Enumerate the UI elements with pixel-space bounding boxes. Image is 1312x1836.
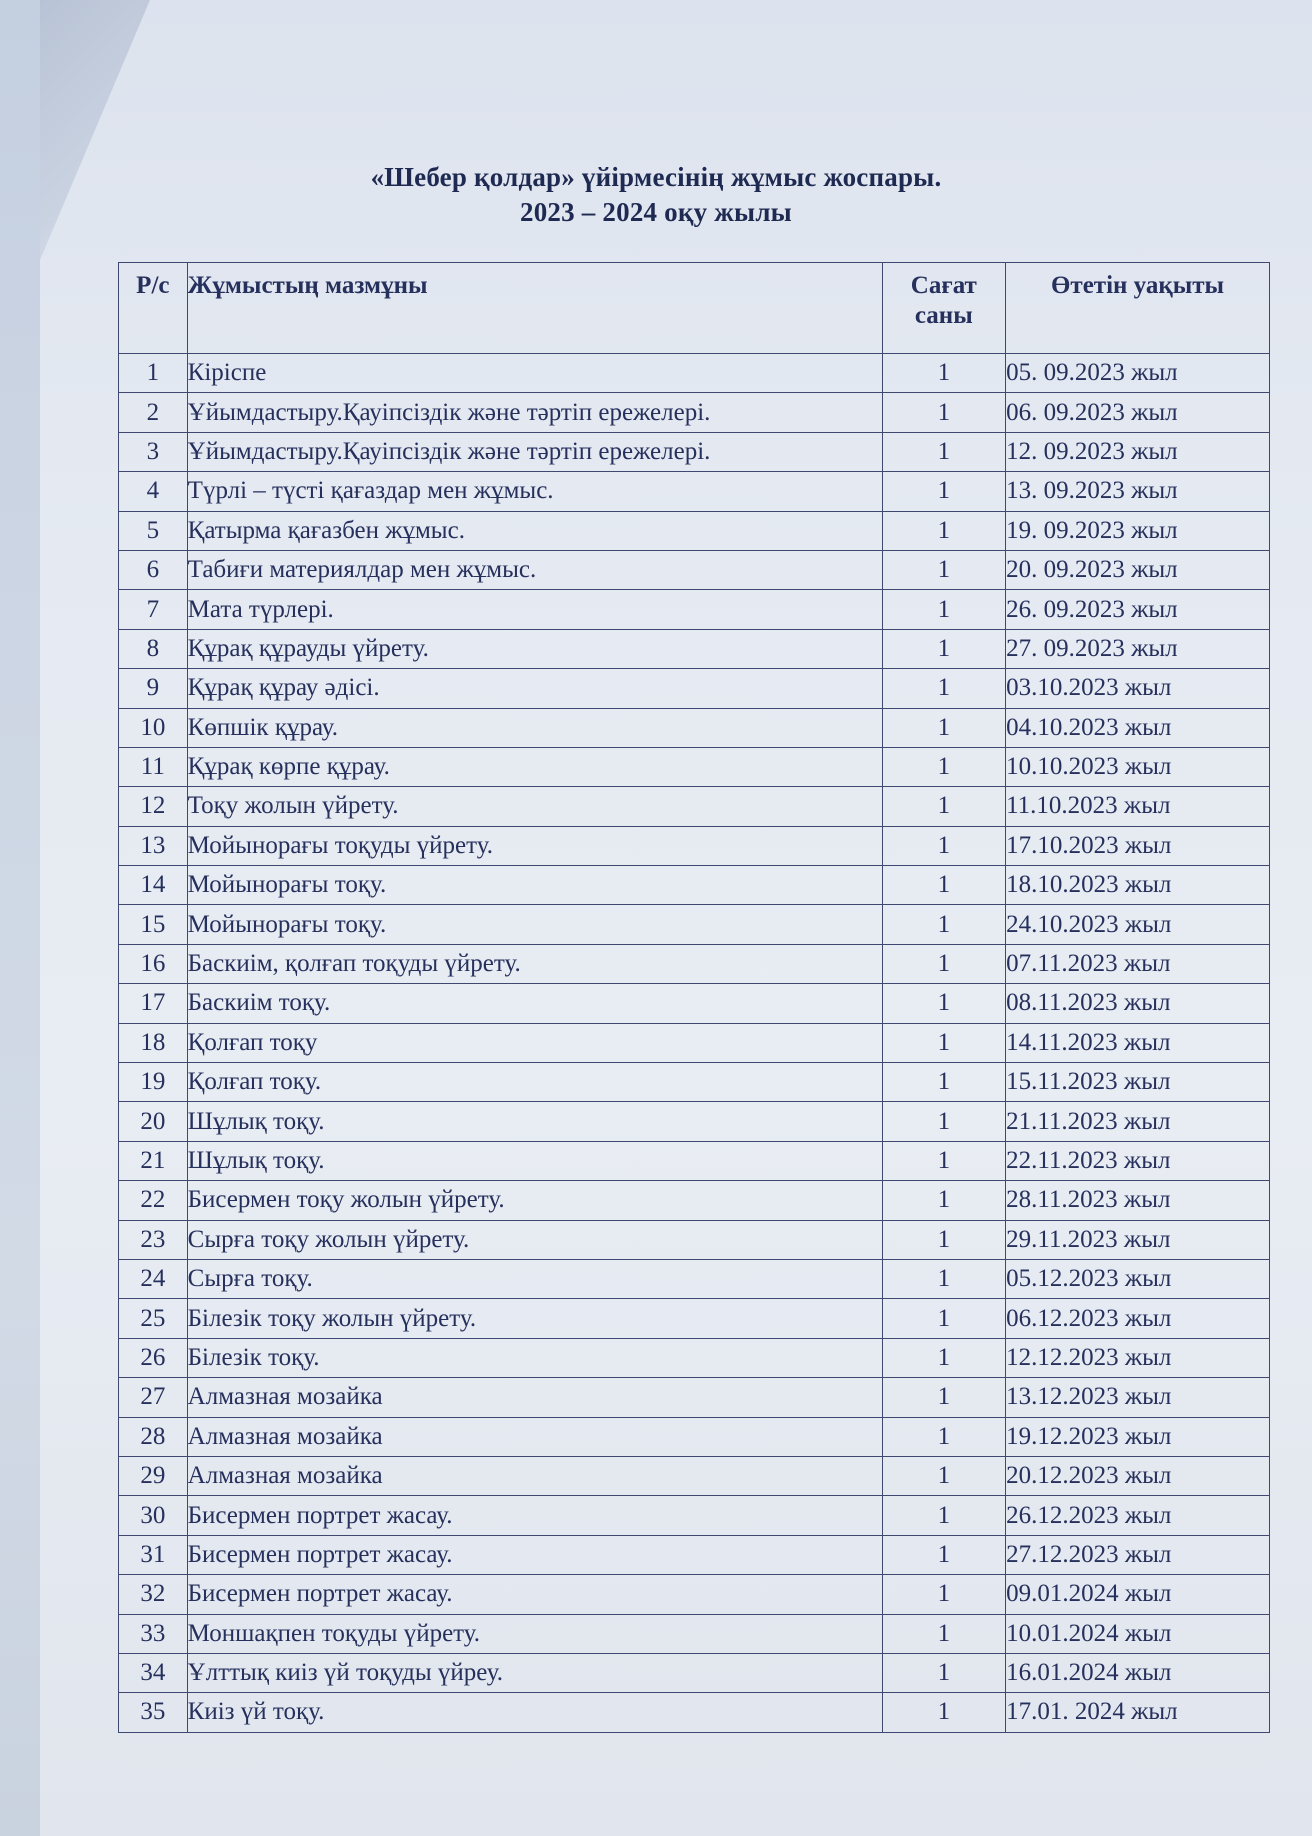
bleed-through-text (1280, 560, 1308, 1260)
row-date-cell: 09.01.2024 жыл (1006, 1575, 1270, 1614)
row-hours-cell: 1 (882, 1259, 1006, 1298)
work-plan-table (118, 262, 1270, 1733)
row-content-cell: Қатырма қағазбен жұмыс. (187, 511, 882, 550)
table-row (119, 550, 1270, 589)
row-content-cell: Мата түрлері. (187, 590, 882, 629)
table-row (119, 1575, 1270, 1614)
row-number-cell: 4 (119, 472, 188, 511)
row-content-cell: Мойынорағы тоқу. (187, 866, 882, 905)
table-row (119, 1141, 1270, 1180)
row-content-cell: Кіріспе (187, 354, 882, 393)
row-content-cell: Мойынорағы тоқуды үйрету. (187, 826, 882, 865)
row-number-cell: 3 (119, 432, 188, 471)
header-date: Өтетін уақыты (1006, 263, 1270, 354)
row-date-cell: 19. 09.2023 жыл (1006, 511, 1270, 550)
row-number-cell: 25 (119, 1299, 188, 1338)
document-title (0, 160, 1312, 230)
row-number-cell: 35 (119, 1693, 188, 1732)
row-hours-cell: 1 (882, 826, 1006, 865)
row-number-cell: 14 (119, 866, 188, 905)
row-content-cell: Түрлі – түсті қағаздар мен жұмыс. (187, 472, 882, 511)
row-number-cell: 22 (119, 1181, 188, 1220)
row-date-cell: 28.11.2023 жыл (1006, 1181, 1270, 1220)
row-number-cell: 10 (119, 708, 188, 747)
row-number-cell: 9 (119, 669, 188, 708)
table-row (119, 1496, 1270, 1535)
table-row (119, 472, 1270, 511)
row-hours-cell: 1 (882, 511, 1006, 550)
row-content-cell: Табиғи материялдар мен жұмыс. (187, 550, 882, 589)
table-row (119, 1693, 1270, 1732)
title-line-2: 2023 – 2024 оқу жылы (520, 197, 792, 227)
table-row (119, 590, 1270, 629)
table-row (119, 708, 1270, 747)
row-number-cell: 27 (119, 1378, 188, 1417)
row-hours-cell: 1 (882, 393, 1006, 432)
row-hours-cell: 1 (882, 866, 1006, 905)
table-row (119, 944, 1270, 983)
row-content-cell: Сырға тоқу. (187, 1259, 882, 1298)
row-hours-cell: 1 (882, 747, 1006, 786)
row-hours-cell: 1 (882, 590, 1006, 629)
row-content-cell: Ұйымдастыру.Қауіпсіздік және тәртіп ережелері. (187, 393, 882, 432)
row-date-cell: 17.10.2023 жыл (1006, 826, 1270, 865)
table-row (119, 1259, 1270, 1298)
row-date-cell: 26. 09.2023 жыл (1006, 590, 1270, 629)
row-hours-cell: 1 (882, 905, 1006, 944)
row-date-cell: 21.11.2023 жыл (1006, 1102, 1270, 1141)
row-hours-cell: 1 (882, 1102, 1006, 1141)
table-row (119, 1338, 1270, 1377)
table-row (119, 787, 1270, 826)
row-number-cell: 1 (119, 354, 188, 393)
header-content: Жұмыстың мазмұны (187, 263, 882, 354)
row-content-cell: Құрақ құрауды үйрету. (187, 629, 882, 668)
row-hours-cell: 1 (882, 787, 1006, 826)
row-content-cell: Бисермен портрет жасау. (187, 1535, 882, 1574)
row-number-cell: 34 (119, 1653, 188, 1692)
row-date-cell: 17.01. 2024 жыл (1006, 1693, 1270, 1732)
table-row (119, 747, 1270, 786)
row-content-cell: Білезік тоқу. (187, 1338, 882, 1377)
row-date-cell: 06.12.2023 жыл (1006, 1299, 1270, 1338)
row-content-cell: Баскиім, қолғап тоқуды үйрету. (187, 944, 882, 983)
row-date-cell: 05. 09.2023 жыл (1006, 354, 1270, 393)
row-date-cell: 10.10.2023 жыл (1006, 747, 1270, 786)
row-number-cell: 16 (119, 944, 188, 983)
header-number: Р/с (119, 263, 188, 354)
row-hours-cell: 1 (882, 1299, 1006, 1338)
row-date-cell: 27.12.2023 жыл (1006, 1535, 1270, 1574)
table-row (119, 984, 1270, 1023)
table-header-row (119, 263, 1270, 354)
row-date-cell: 05.12.2023 жыл (1006, 1259, 1270, 1298)
row-date-cell: 08.11.2023 жыл (1006, 984, 1270, 1023)
row-content-cell: Бисермен портрет жасау. (187, 1575, 882, 1614)
row-number-cell: 19 (119, 1063, 188, 1102)
row-date-cell: 11.10.2023 жыл (1006, 787, 1270, 826)
table-row (119, 1653, 1270, 1692)
row-content-cell: Бисермен тоқу жолын үйрету. (187, 1181, 882, 1220)
row-number-cell: 28 (119, 1417, 188, 1456)
row-number-cell: 12 (119, 787, 188, 826)
row-date-cell: 22.11.2023 жыл (1006, 1141, 1270, 1180)
row-hours-cell: 1 (882, 944, 1006, 983)
row-hours-cell: 1 (882, 1181, 1006, 1220)
row-hours-cell: 1 (882, 1653, 1006, 1692)
row-content-cell: Мойынорағы тоқу. (187, 905, 882, 944)
row-content-cell: Көпшік құрау. (187, 708, 882, 747)
table-row (119, 669, 1270, 708)
table-row (119, 1299, 1270, 1338)
row-date-cell: 20.12.2023 жыл (1006, 1456, 1270, 1495)
table-row (119, 432, 1270, 471)
table-row (119, 511, 1270, 550)
table-row (119, 354, 1270, 393)
row-content-cell: Ұйымдастыру.Қауіпсіздік және тәртіп ережелері. (187, 432, 882, 471)
row-date-cell: 26.12.2023 жыл (1006, 1496, 1270, 1535)
row-number-cell: 31 (119, 1535, 188, 1574)
row-hours-cell: 1 (882, 1141, 1006, 1180)
table-row (119, 393, 1270, 432)
table-row (119, 629, 1270, 668)
row-content-cell: Киіз үй тоқу. (187, 1693, 882, 1732)
row-content-cell: Тоқу жолын үйрету. (187, 787, 882, 826)
row-hours-cell: 1 (882, 432, 1006, 471)
row-number-cell: 18 (119, 1023, 188, 1062)
table-row (119, 1220, 1270, 1259)
table-row (119, 1535, 1270, 1574)
row-number-cell: 6 (119, 550, 188, 589)
row-hours-cell: 1 (882, 472, 1006, 511)
row-date-cell: 24.10.2023 жыл (1006, 905, 1270, 944)
row-number-cell: 7 (119, 590, 188, 629)
row-date-cell: 06. 09.2023 жыл (1006, 393, 1270, 432)
row-content-cell: Білезік тоқу жолын үйрету. (187, 1299, 882, 1338)
row-content-cell: Шұлық тоқу. (187, 1102, 882, 1141)
row-content-cell: Алмазная мозайка (187, 1417, 882, 1456)
row-number-cell: 29 (119, 1456, 188, 1495)
row-date-cell: 12. 09.2023 жыл (1006, 432, 1270, 471)
row-date-cell: 20. 09.2023 жыл (1006, 550, 1270, 589)
title-line-1: «Шебер қолдар» үйірмесінің жұмыс жоспары. (370, 162, 942, 192)
row-hours-cell: 1 (882, 1496, 1006, 1535)
row-date-cell: 12.12.2023 жыл (1006, 1338, 1270, 1377)
row-hours-cell: 1 (882, 1023, 1006, 1062)
row-hours-cell: 1 (882, 1378, 1006, 1417)
table-body (119, 354, 1270, 1733)
row-date-cell: 07.11.2023 жыл (1006, 944, 1270, 983)
row-content-cell: Құрақ көрпе құрау. (187, 747, 882, 786)
row-hours-cell: 1 (882, 1456, 1006, 1495)
table-row (119, 1063, 1270, 1102)
row-date-cell: 15.11.2023 жыл (1006, 1063, 1270, 1102)
row-content-cell: Моншақпен тоқуды үйрету. (187, 1614, 882, 1653)
row-hours-cell: 1 (882, 1220, 1006, 1259)
row-hours-cell: 1 (882, 1575, 1006, 1614)
row-content-cell: Құрақ құрау әдісі. (187, 669, 882, 708)
table-row (119, 1378, 1270, 1417)
row-date-cell: 13. 09.2023 жыл (1006, 472, 1270, 511)
row-content-cell: Алмазная мозайка (187, 1378, 882, 1417)
row-date-cell: 29.11.2023 жыл (1006, 1220, 1270, 1259)
row-date-cell: 04.10.2023 жыл (1006, 708, 1270, 747)
row-date-cell: 16.01.2024 жыл (1006, 1653, 1270, 1692)
row-hours-cell: 1 (882, 1693, 1006, 1732)
row-number-cell: 17 (119, 984, 188, 1023)
row-content-cell: Алмазная мозайка (187, 1456, 882, 1495)
row-number-cell: 2 (119, 393, 188, 432)
row-hours-cell: 1 (882, 669, 1006, 708)
table-row (119, 1614, 1270, 1653)
row-content-cell: Қолғап тоқу (187, 1023, 882, 1062)
row-hours-cell: 1 (882, 708, 1006, 747)
table-row (119, 905, 1270, 944)
row-date-cell: 03.10.2023 жыл (1006, 669, 1270, 708)
table-row (119, 1023, 1270, 1062)
row-hours-cell: 1 (882, 1417, 1006, 1456)
row-content-cell: Баскиім тоқу. (187, 984, 882, 1023)
row-hours-cell: 1 (882, 1535, 1006, 1574)
row-content-cell: Ұлттық киіз үй тоқуды үйреу. (187, 1653, 882, 1692)
row-date-cell: 13.12.2023 жыл (1006, 1378, 1270, 1417)
row-hours-cell: 1 (882, 550, 1006, 589)
header-hours: Сағат саны (882, 263, 1006, 354)
row-content-cell: Бисермен портрет жасау. (187, 1496, 882, 1535)
row-hours-cell: 1 (882, 984, 1006, 1023)
row-number-cell: 13 (119, 826, 188, 865)
table-row (119, 1181, 1270, 1220)
row-hours-cell: 1 (882, 1614, 1006, 1653)
row-number-cell: 32 (119, 1575, 188, 1614)
row-number-cell: 24 (119, 1259, 188, 1298)
row-hours-cell: 1 (882, 629, 1006, 668)
row-number-cell: 8 (119, 629, 188, 668)
row-number-cell: 5 (119, 511, 188, 550)
row-number-cell: 15 (119, 905, 188, 944)
table-row (119, 1417, 1270, 1456)
row-number-cell: 30 (119, 1496, 188, 1535)
table-row (119, 866, 1270, 905)
row-date-cell: 27. 09.2023 жыл (1006, 629, 1270, 668)
table-row (119, 1456, 1270, 1495)
row-number-cell: 20 (119, 1102, 188, 1141)
table-row (119, 1102, 1270, 1141)
row-number-cell: 26 (119, 1338, 188, 1377)
row-number-cell: 23 (119, 1220, 188, 1259)
row-content-cell: Шұлық тоқу. (187, 1141, 882, 1180)
row-number-cell: 11 (119, 747, 188, 786)
row-date-cell: 19.12.2023 жыл (1006, 1417, 1270, 1456)
row-number-cell: 33 (119, 1614, 188, 1653)
row-hours-cell: 1 (882, 1063, 1006, 1102)
table-row (119, 826, 1270, 865)
row-date-cell: 10.01.2024 жыл (1006, 1614, 1270, 1653)
row-content-cell: Қолғап тоқу. (187, 1063, 882, 1102)
row-date-cell: 14.11.2023 жыл (1006, 1023, 1270, 1062)
row-hours-cell: 1 (882, 354, 1006, 393)
row-content-cell: Сырға тоқу жолын үйрету. (187, 1220, 882, 1259)
row-number-cell: 21 (119, 1141, 188, 1180)
row-hours-cell: 1 (882, 1338, 1006, 1377)
row-date-cell: 18.10.2023 жыл (1006, 866, 1270, 905)
